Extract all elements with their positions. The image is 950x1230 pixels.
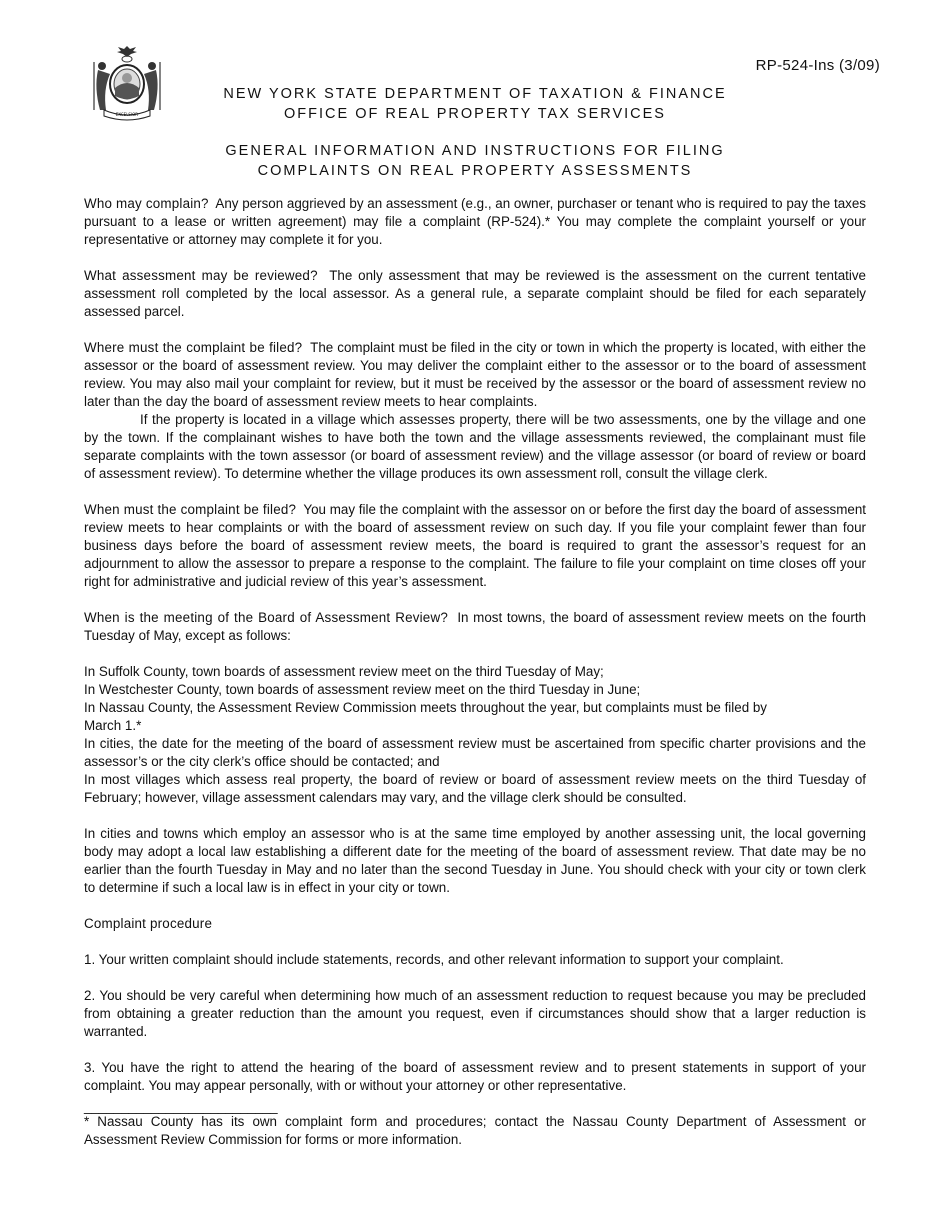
meeting-heading: When is the meeting of the Board of Assessment Review? <box>84 610 448 625</box>
department-name: NEW YORK STATE DEPARTMENT OF TAXATION & FINANCE <box>223 86 727 102</box>
what-heading: What assessment may be reviewed? <box>84 268 318 283</box>
who-text: Any person aggrieved by an assessment (e.g., an owner, purchaser or tenant who is required to pay the taxes pursuant to a lease or written agreement) may file a complaint (RP-524).* You may complete the complaint yourself or your representative or attorney may complete it for you. <box>84 196 866 247</box>
what-text: The only assessment that may be reviewed is the assessment on the current tentative assessment roll completed by the local assessor. As a general rule, a separate complaint should be filed for each separately assessed parcel. <box>84 268 866 319</box>
meeting-paragraph <box>84 609 866 645</box>
meeting-text: In most towns, the board of assessment review meets on the fourth Tuesday of May, except as follows: <box>84 610 866 643</box>
document-title-line2: COMPLAINTS ON REAL PROPERTY ASSESSMENTS <box>257 163 693 179</box>
what-assessment-paragraph <box>84 267 866 321</box>
village-paragraph: If the property is located in a village which assesses property, there will be two assessments, one by the village and one by the town. If the complainant wishes to have both the town and the village assessments reviewed, the complainant must file separate complaints with the town assessor (or board of assessment review) and the village assessor (or board of review or board of assessment review). To determine whether the village produces its own assessment roll, consult the village clerk. <box>84 412 866 481</box>
office-name: OFFICE OF REAL PROPERTY TAX SERVICES <box>284 106 666 122</box>
where-text: The complaint must be filed in the city or town in which the property is located, with either the assessor or the board of assessment review. You may deliver the complaint either to the assessor or to the board of assessment review. You may also mail your complaint for review, but it must be received by the assessor or the board of assessment review no later than the day the board of assessment review meets to hear complaints. <box>84 340 866 409</box>
meeting-exception-nassau: In Nassau County, the Assessment Review Commission meets throughout the year, but complaints must be filed by <box>84 700 767 715</box>
footnote-text: * Nassau County has its own complaint form and procedures; contact the Nassau County Department of Assessment or Assessment Review Commission for forms or more information. <box>84 1114 866 1147</box>
meeting-exception-villages: In most villages which assess real property, the board of review or board of assessment review meets on the third Tuesday of February; however, village assessment calendars may vary, and the village clerk should be consulted. <box>84 772 866 805</box>
where-heading: Where must the complaint be filed? <box>84 340 303 355</box>
procedure-item: 1. Your written complaint should include statements, records, and other relevant information to support your complaint. <box>84 952 784 967</box>
meeting-exception-westchester: In Westchester County, town boards of assessment review meet on the third Tuesday in June; <box>84 682 641 697</box>
meeting-exception-cities: In cities, the date for the meeting of the board of assessment review must be ascertained from specific charter provisions and the assessor’s or the city clerk’s office should be contacted; and <box>84 736 866 769</box>
form-number: RP-524-Ins (3/09) <box>755 57 880 74</box>
who-may-complain-paragraph <box>84 195 866 249</box>
procedure-item: 3. You have the right to attend the hearing of the board of assessment review and to present statements in support of your complaint. You may appear personally, with or without your attorney or other representative. <box>84 1060 866 1093</box>
where-filed-paragraph <box>84 339 866 411</box>
when-filed-paragraph <box>84 501 866 591</box>
who-heading: Who may complain? <box>84 196 209 211</box>
meeting-exception-suffolk: In Suffolk County, town boards of assessment review meet on the third Tuesday of May; <box>84 664 604 679</box>
document-title-line1: GENERAL INFORMATION AND INSTRUCTIONS FOR FILING <box>225 143 725 159</box>
instructions-body <box>84 195 866 1149</box>
footnote-rule: __________________________ <box>84 1099 278 1114</box>
local-law-paragraph: In cities and towns which employ an assessor who is at the same time employed by another assessing unit, the local governing body may adopt a local law establishing a different date for the meeting of the board of assessment review. That date may be no earlier than the fourth Tuesday in May and no later than the second Tuesday in June. You should check with your city or town clerk to determine if such a local law is in effect in your city or town. <box>84 826 866 895</box>
seal-motto: EXCELSIOR <box>115 112 139 117</box>
when-text: You may file the complaint with the assessor on or before the first day the board of assessment review meets to hear complaints or with the board of assessment review on such day. If you file your complaint fewer than four business days before the board of assessment review meets, the board is required to grant the assessor’s request for an adjournment to allow the assessor to prepare a response to the complaint. The failure to file your complaint on time closes off your right for administrative and judicial review of this year’s assessment. <box>84 502 867 589</box>
meeting-exception-nassau-date: March 1.* <box>84 718 142 733</box>
procedure-item: 2. You should be very careful when determining how much of an assessment reduction to request because you may be precluded from obtaining a greater reduction than the amount you request, even if circumstances should show that a larger reduction is warranted. <box>84 988 866 1039</box>
procedure-heading: Complaint procedure <box>84 916 213 931</box>
when-heading: When must the complaint be filed? <box>84 502 297 517</box>
